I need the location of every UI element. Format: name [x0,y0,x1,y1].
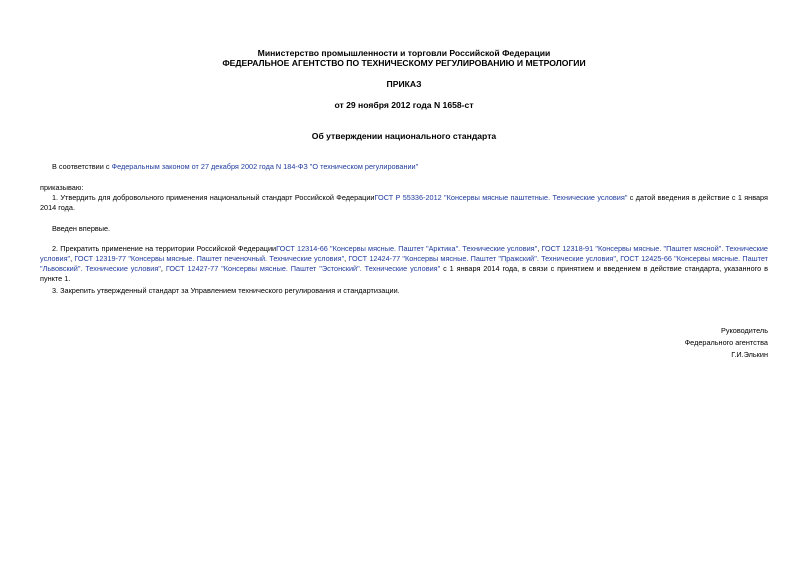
gost-12425-link[interactable]: ГОСТ 12425-66 "Консервы мясные. Паштет "Львовский". Технические условия" [40,254,768,273]
separator: , [344,254,349,263]
item-1 [40,193,768,213]
signer-position-2: Федерального агентства [684,338,768,347]
signature-block [685,325,768,361]
signer-position-1: Руководитель [720,326,768,335]
gost-55336-link[interactable]: ГОСТ Р 55336-2012 "Консервы мясные паштетные. Технические условия" [374,193,628,202]
introduced-note: Введен впервые. [52,224,111,233]
gost-12424-link[interactable]: ГОСТ 12424-77 "Консервы мясные. Паштет "Пражский". Технические условия" [348,254,616,263]
separator: , [615,254,621,263]
item-1-suffix: с датой введения в действие с 1 января 2014 года. [40,193,768,212]
doc-subject: Об утверждении национального стандарта [311,131,497,141]
item-2-prefix: 2. Прекратить применение на территории Российской Федерации [52,244,277,253]
gost-12318-link[interactable]: ГОСТ 12318-91 "Консервы мясные. "Паштет мясной". Технические условия" [40,244,768,263]
separator: , [537,244,542,253]
gost-12314-link[interactable]: ГОСТ 12314-66 "Консервы мясные. Паштет "Арктика". Технические условия" [276,244,538,253]
item-2-suffix: с 1 января 2014 года, в связи с принятием и введением в действие стандарта, указанного в пункте 1. [40,264,768,283]
preamble-prefix: В соответствии с [52,162,112,171]
separator: , [70,254,75,263]
gost-12427-link[interactable]: ГОСТ 12427-77 "Консервы мясные. Паштет "Эстонский". Технические условия" [165,264,441,273]
doc-type: ПРИКАЗ [386,79,422,89]
agency-title: ФЕДЕРАЛЬНОЕ АГЕНТСТВО ПО ТЕХНИЧЕСКОМУ РЕГУЛИРОВАНИЮ И МЕТРОЛОГИИ [222,58,586,68]
doc-date-number: от 29 ноября 2012 года N 1658-ст [334,100,474,110]
document-page [40,0,768,571]
order-word: приказываю: [40,183,84,192]
ministry-title: Министерство промышленности и торговли Российской Федерации [257,48,551,58]
gost-12319-link[interactable]: ГОСТ 12319-77 "Консервы мясные. Паштет печеночный. Технические условия" [74,254,345,263]
signer-name: Г.И.Элькин [731,350,768,359]
item-3: 3. Закрепить утвержденный стандарт за Управлением технического регулирования и стандартизации. [52,286,400,295]
preamble [40,162,768,172]
item-1-prefix: 1. Утвердить для добровольного применения национальный стандарт Российской Федерации [52,193,375,202]
separator: , [160,264,166,273]
federal-law-link[interactable]: Федеральным законом от 27 декабря 2002 года N 184-ФЗ "О техническом регулировании" [111,162,419,171]
item-2 [40,244,768,284]
